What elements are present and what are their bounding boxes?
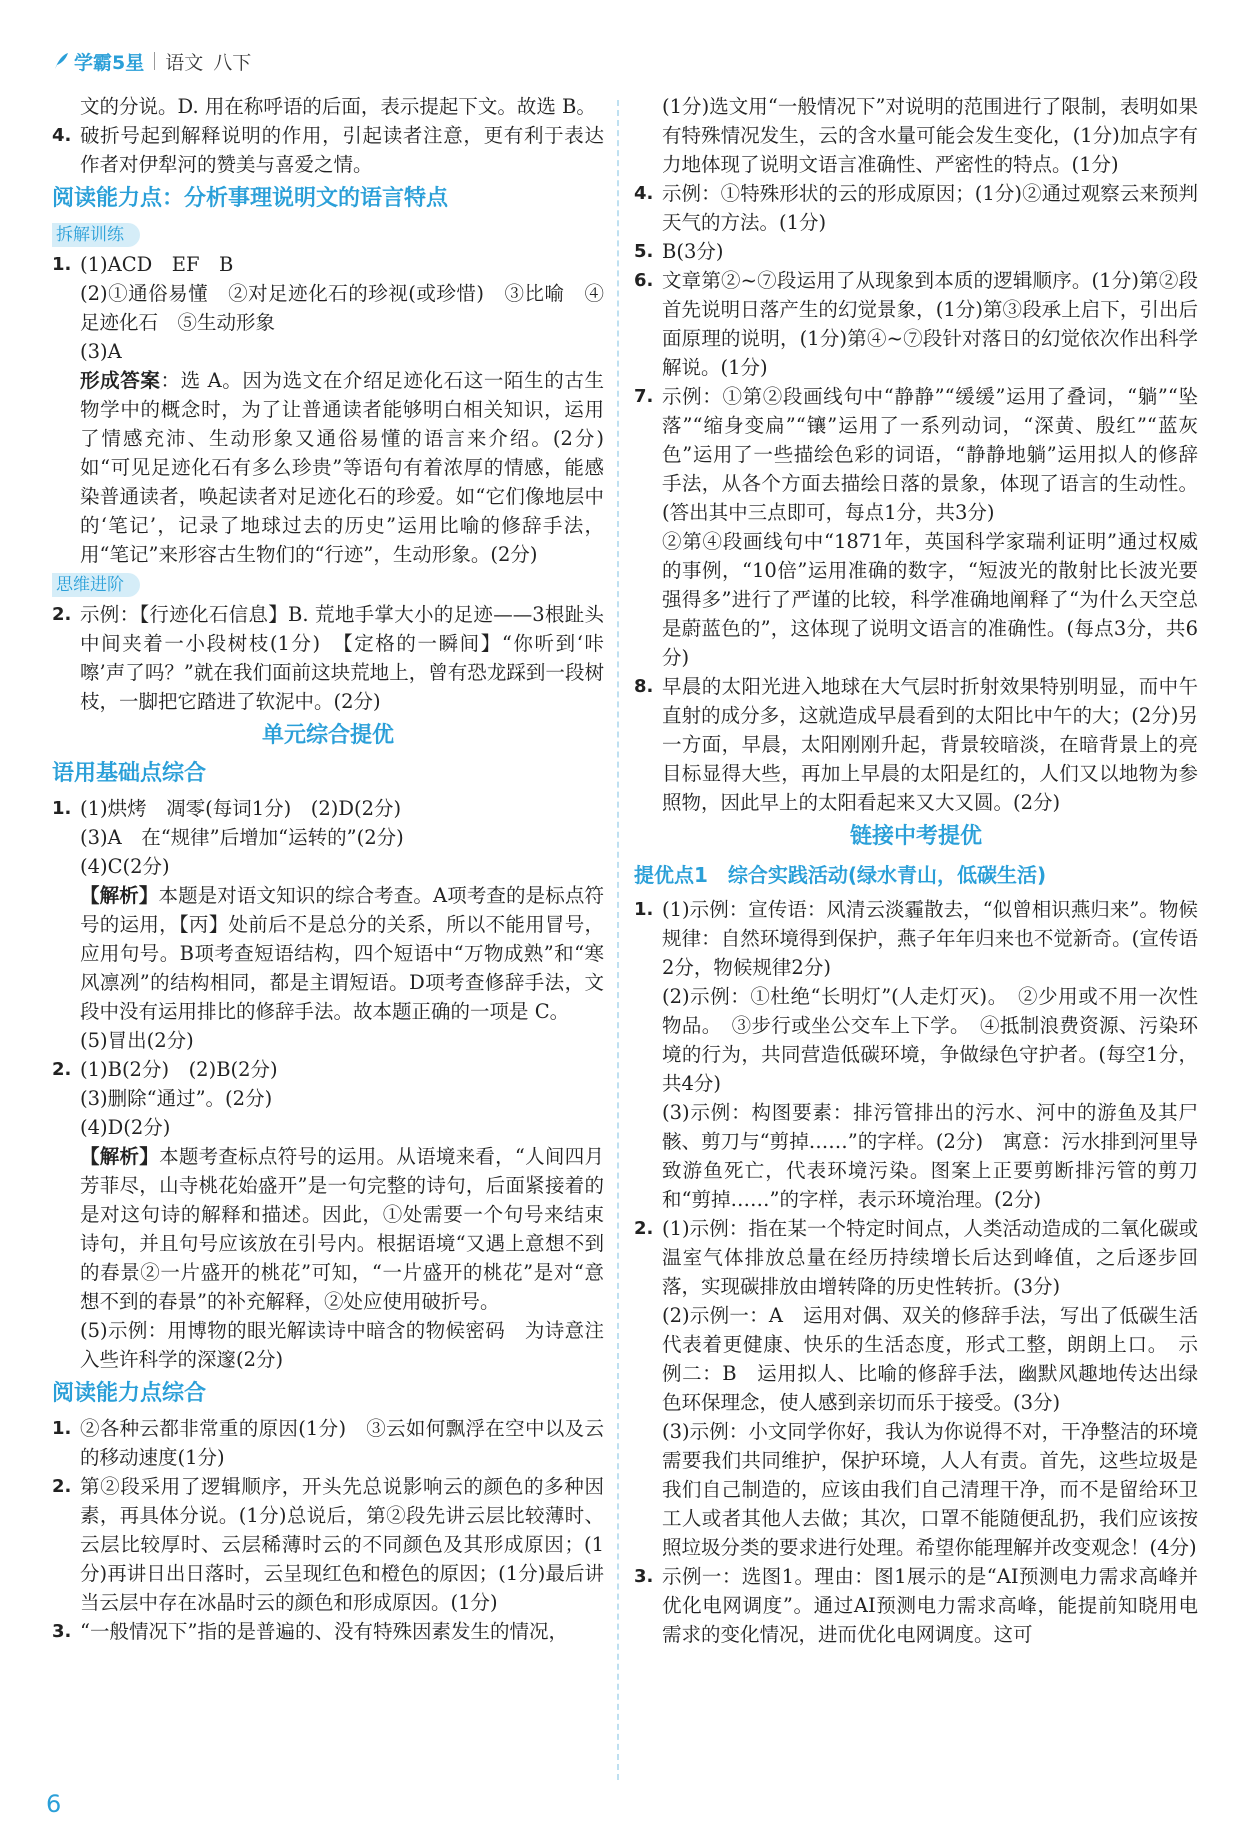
- feather-icon: [52, 51, 70, 71]
- answer-text: (4)D(2分): [80, 1116, 171, 1139]
- answer-item: 4. 示例：①特殊形状的云的形成原因；(1分)②通过观察云来预判天气的方法。(1分): [634, 182, 1198, 234]
- answer-text: (3)A 在“规律”后增加“运转的”(2分): [80, 826, 404, 849]
- answer-item: 1. (1)ACD EF B: [52, 253, 234, 276]
- answer-item: 5. B(3分): [634, 240, 724, 263]
- grade-label: 八下: [213, 51, 252, 74]
- answer-text: 文的分说。D. 用在称呼语的后面，表示提起下文。故选 B。: [80, 95, 596, 118]
- answer-item: 2. 示例：【行迹化石信息】B. 荒地手掌大小的足迹——3根趾头中间夹着一小段树枝(1分) 【定格的一瞬间】“你听到‘咔嚓’声了吗？”就在我们面前这块荒地上，曾有恐龙踩到一段树枝，一脚把它踏进了软泥中。(2分): [52, 603, 604, 713]
- answer-item: 2. (1)B(2分) (2)B(2分): [52, 1058, 278, 1081]
- unit-title: 链接中考提优: [849, 824, 982, 849]
- page-number: 6: [46, 1790, 62, 1818]
- answer-text: (3)A: [80, 340, 122, 363]
- header-divider: [154, 52, 155, 70]
- page-header: [52, 46, 251, 76]
- answer-item: 1. (1)示例：宣传语：风清云淡霾散去，“似曾相识燕归来”。物候规律：自然环境得到保护，燕子年年归来也不觉新奇。(宣传语2分，物候规律2分): [634, 898, 1198, 979]
- subject-label: 语文: [165, 51, 204, 74]
- answer-text: (3)示例：构图要素：排污管排出的污水、河中的游鱼及其尸骸、剪刀与“剪掉……”的字样。(2分) 寓意：污水排到河里导致游鱼死亡，代表环境污染。图案上正要剪断排污管的剪刀和“剪掉……”的字样，表示环境治理。(2分): [662, 1101, 1198, 1211]
- section-title: 语用基础点综合: [52, 761, 207, 786]
- answer-text: (5)冒出(2分): [80, 1029, 194, 1052]
- answer-item: 2. 第②段采用了逻辑顺序，开头先总说影响云的颜色的多种因素，再具体分说。(1分)总说后，第②段先讲云层比较薄时、云层比较厚时、云层稀薄时云的不同颜色及其形成原因；(1分)再讲日出日落时，云呈现红色和橙色的原因；(1分)最后讲当云层中存在冰晶时云的颜色和形成原因。(1分): [52, 1475, 604, 1614]
- answer-item: 3. 示例一：选图1。理由：图1展示的是“AI预测电力需求高峰并优化电网调度”。通过AI预测电力需求高峰，能提前知晓用电需求的变化情况，进而优化电网调度。这可: [634, 1565, 1198, 1646]
- answer-text: (2)示例：①杜绝“长明灯”(人走灯灭)。 ②少用或不用一次性物品。 ③步行或坐公交车上下学。 ④抵制浪费资源、污染环境的行为，共同营造低碳环境，争做绿色守护者。(每空1分，共4分): [662, 985, 1198, 1095]
- section-title: 阅读能力点：分析事理说明文的语言特点: [52, 186, 449, 211]
- answer-text: (1分)选文用“一般情况下”对说明的范围进行了限制，表明如果有特殊情况发生，云的含水量可能会发生变化，(1分)加点字有力地体现了说明文语言准确性、严密性的特点。(1分): [662, 95, 1198, 176]
- answer-text: ②第④段画线句中“1871年，英国科学家瑞利证明”通过权威的事例，“10倍”运用准确的数字，“短波光的散射比长波光要强得多”进行了严谨的比较，科学准确地阐释了“为什么天空总是蔚蓝色的”，这体现了说明文语言的准确性。(每点3分，共6分): [662, 530, 1198, 669]
- answer-item: 2. (1)示例：指在某一个特定时间点，人类活动造成的二氧化碳或温室气体排放总量在经历持续增长后达到峰值，之后逐步回落，实现碳排放由增转降的历史性转折。(3分): [634, 1217, 1198, 1298]
- answer-item: 6. 文章第②~⑦段运用了从现象到本质的逻辑顺序。(1分)第②段首先说明日落产生的幻觉景象，(1分)第③段承上启下，引出后面原理的说明，(1分)第④~⑦段针对落日的幻觉依次作出科学解说。(1分): [634, 269, 1198, 379]
- answer-explanation: 【解析】本题是对语文知识的综合考查。A项考查的是标点符号的运用，【丙】处前后不是总分的关系，所以不能用冒号，应用句号。B项考查短语结构，四个短语中“万物成熟”和“寒风凛冽”的结构相同，都是主谓短语。D项考查修辞手法，文段中没有运用排比的修辞手法。故本题正确的一项是 C。: [80, 884, 604, 1023]
- answer-text: (4)C(2分): [80, 855, 170, 878]
- answer-item: 1. ②各种云都非常重的原因(1分) ③云如何飘浮在空中以及云的移动速度(1分): [52, 1417, 604, 1469]
- answer-item: 7. 示例：①第②段画线句中“静静”“缓缓”运用了叠词，“躺”“坠落”“缩身变扁”“镶”运用了一系列动词，“深黄、殷红”“蓝灰色”运用了一些描绘色彩的词语，“静静地躺”运用拟人的修辞手法，从各个方面去描绘日落的景象，体现了语言的生动性。(答出其中三点即可，每点1分，共3分): [634, 385, 1198, 524]
- left-column: [52, 92, 604, 1646]
- answer-item: 1. (1)烘烤 凋零(每词1分) (2)D(2分): [52, 797, 402, 820]
- brand-name: 学霸5星: [74, 51, 145, 74]
- answer-explanation: 形成答案：选 A。因为选文在介绍足迹化石这一陌生的古生物学中的概念时，为了让普通读者能够明白相关知识，运用了情感充沛、生动形象又通俗易懂的语言来介绍。(2分)如“可见足迹化石有多么珍贵”等语句有着浓厚的情感，能感染普通读者，唤起读者对足迹化石的珍爱。如“它们像地层中的‘笔记’，记录了地球过去的历史”运用比喻的修辞手法，用“笔记”来形容古生物们的“行迹”，生动形象。(2分): [80, 369, 604, 566]
- answer-explanation: 【解析】本题考查标点符号的运用。从语境来看，“人间四月芳菲尽，山寺桃花始盛开”是一句完整的诗句，后面紧接着的是对这句诗的解释和描述。因此，①处需要一个句号来结束诗句，并且句号应该放在引号内。根据语境“又遇上意想不到的春景②一片盛开的桃花”可知，“一片盛开的桃花”是对“意想不到的春景”的补充解释，②处应使用破折号。: [80, 1145, 604, 1313]
- section-title: 阅读能力点综合: [52, 1381, 207, 1406]
- answer-text: (3)删除“通过”。(2分): [80, 1087, 273, 1110]
- answer-text: (3)示例：小文同学你好，我认为你说得不对，干净整洁的环境需要我们共同维护，保护环境，人人有责。首先，这些垃圾是我们自己制造的，应该由我们自己清理干净，而不是留给环卫工人或者其他人去做；其次，口罩不能随便乱扔，我们应该按照垃圾分类的要求进行处理。希望你能理解并改变观念！(4分): [662, 1420, 1198, 1559]
- right-column: [634, 92, 1198, 1649]
- answer-item: 8. 早晨的太阳光进入地球在大气层时折射效果特别明显，而中午直射的成分多，这就造成早晨看到的太阳比中午的大；(2分)另一方面，早晨，太阳刚刚升起，背景较暗淡，在暗背景上的亮目标显得大些，再加上早晨的太阳是红的，人们又以地物为参照物，因此早上的太阳看起来又大又圆。(2分): [634, 675, 1198, 814]
- subsection-tag: 思维进阶: [52, 573, 140, 597]
- answer-item: 4. 破折号起到解释说明的作用，引起读者注意，更有利于表达作者对伊犁河的赞美与喜爱之情。: [52, 124, 604, 176]
- answer-text: (2)示例一：A 运用对偶、双关的修辞手法，写出了低碳生活代表着更健康、快乐的生活态度，形式工整，朗朗上口。 示例二：B 运用拟人、比喻的修辞手法，幽默风趣地传达出绿色环保理念，使人感到亲切而乐于接受。(3分): [662, 1304, 1198, 1414]
- unit-title: 单元综合提优: [261, 723, 394, 748]
- answer-text: (5)示例：用博物的眼光解读诗中暗含的物候密码 为诗意注入些许科学的深邃(2分): [80, 1319, 604, 1371]
- subsection-tag: 拆解训练: [52, 223, 140, 247]
- answer-item: 3. “一般情况下”指的是普遍的、没有特殊因素发生的情况，: [52, 1620, 568, 1643]
- brand-logo: [52, 48, 144, 75]
- column-divider: [617, 100, 619, 1780]
- section-title: 提优点1 综合实践活动(绿水青山，低碳生活): [634, 863, 1047, 887]
- answer-text: (2)①通俗易懂 ②对足迹化石的珍视(或珍惜) ③比喻 ④足迹化石 ⑤生动形象: [80, 282, 604, 334]
